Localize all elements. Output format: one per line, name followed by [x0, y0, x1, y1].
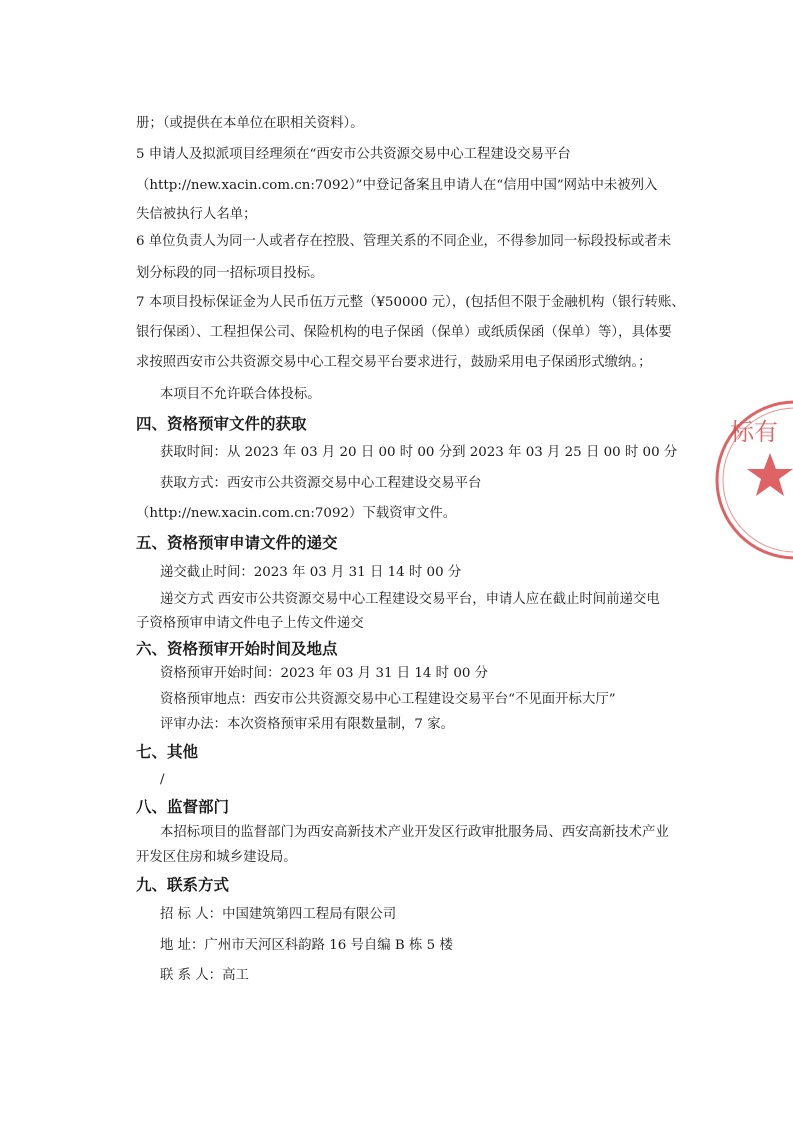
contact-address: 地 址：广州市天河区科韵路 16 号自编 B 栋 5 楼: [160, 938, 453, 953]
paragraph-line: 5 申请人及拟派项目经理须在“西安市公共资源交易中心工程建设交易平台: [136, 147, 571, 162]
paragraph-line: 本项目不允许联合体投标。: [160, 387, 321, 402]
paragraph-line: 求按照西安市公共资源交易中心工程交易平台要求进行，鼓励采用电子保函形式缴纳。；: [136, 355, 652, 370]
section-heading-5: 五、资格预审申请文件的递交: [136, 534, 338, 552]
paragraph-line: 开发区住房和城乡建设局。: [136, 850, 297, 865]
section-heading-9: 九、联系方式: [136, 876, 230, 894]
paragraph-line: （http://new.xacin.com.cn:7092）”中登记备案且申请人在“信用中国”网站中未被列入: [136, 178, 658, 193]
contact-person: 联 系 人：高工: [160, 968, 249, 983]
star-icon: [747, 453, 793, 496]
paragraph-line: （http://new.xacin.com.cn:7092）下载资审文件。: [136, 506, 457, 521]
contact-tenderer: 招 标 人：中国建筑第四工程局有限公司: [160, 907, 397, 922]
paragraph-line: 子资格预审申请文件电子上传文件递交: [136, 616, 364, 631]
paragraph-line: 6 单位负责人为同一人或者存在控股、管理关系的不同企业，不得参加同一标段投标或者未: [136, 234, 672, 249]
paragraph-line: /: [160, 772, 165, 787]
paragraph-line: 失信被执行人名单；: [136, 207, 257, 222]
paragraph-line: 递交截止时间：2023 年 03 月 31 日 14 时 00 分: [160, 565, 462, 580]
paragraph-line: 7 本项目投标保证金为人民币伍万元整（¥50000 元），(包括但不限于金融机构（银行转账、: [136, 295, 685, 310]
paragraph-line: 递交方式 西安市公共资源交易中心工程建设交易平台，申请人应在截止时间前递交电: [160, 592, 660, 607]
paragraph-line: 银行保函）、工程担保公司、保险机构的电子保函（保单）或纸质保函（保单）等），具体要: [136, 325, 672, 340]
paragraph-line: 资格预审开始时间：2023 年 03 月 31 日 14 时 00 分: [160, 666, 489, 681]
paragraph-line: 册；（或提供在本单位在职相关资料）。: [136, 116, 364, 131]
paragraph-line: 本招标项目的监督部门为西安高新技术产业开发区行政审批服务局、西安高新技术产业: [160, 825, 669, 840]
paragraph-line: 评审办法：本次资格预审采用有限数量制，7 家。: [160, 717, 454, 732]
section-heading-8: 八、监督部门: [136, 798, 230, 816]
section-heading-7: 七、其他: [136, 743, 199, 761]
paragraph-line: 资格预审地点：西安市公共资源交易中心工程建设交易平台“不见面开标大厅”: [160, 692, 616, 707]
section-heading-6: 六、资格预审开始时间及地点: [136, 640, 338, 658]
paragraph-line: 获取时间：从 2023 年 03 月 20 日 00 时 00 分到 2023 年 03 月 25 日 00 时 00 分: [160, 445, 678, 460]
paragraph-line: 划分标段的同一招标项目投标。: [136, 266, 324, 281]
stamp-text: 标有: [730, 418, 778, 446]
section-heading-4: 四、资格预审文件的获取: [136, 415, 307, 433]
company-seal-stamp: [700, 395, 793, 575]
paragraph-line: 获取方式：西安市公共资源交易中心工程建设交易平台: [160, 476, 482, 491]
